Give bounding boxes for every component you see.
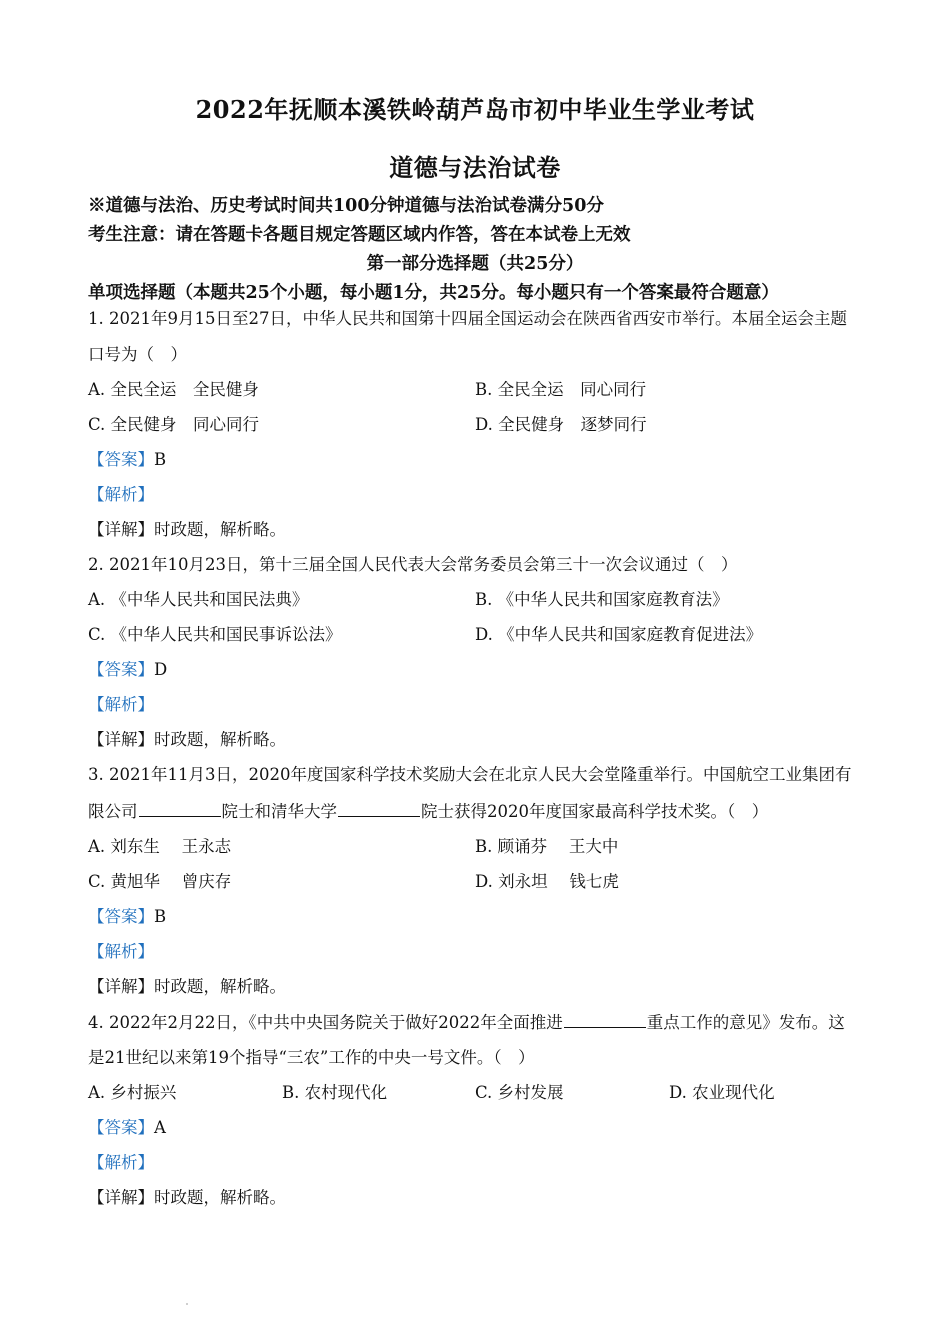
question-2-stem-line-1: 2. 2021年10月23日，第十三届全国人民代表大会常务委员会第三十一次会议通过（ ） bbox=[88, 555, 738, 574]
analysis-label: 【解析】 bbox=[88, 695, 154, 714]
section-title: 单项选择题（本题共25个小题，每小题1分，共25分。每小题只有一个答案最符合题意） bbox=[88, 283, 779, 303]
question-2-option-c: C. 《中华人民共和国民事诉讼法》 bbox=[88, 625, 342, 644]
detail-text: 时政题，解析略。 bbox=[154, 977, 286, 996]
fill-in-blank bbox=[564, 1011, 646, 1028]
answer-label: 【答案】 bbox=[88, 660, 154, 679]
question-1-option-a: A. 全民全运 全民健身 bbox=[88, 380, 259, 399]
question-4-analysis bbox=[88, 1152, 154, 1174]
question-3-detail bbox=[88, 976, 286, 998]
question-4-detail bbox=[88, 1187, 286, 1209]
detail-label: 【详解】 bbox=[88, 1188, 154, 1207]
analysis-label: 【解析】 bbox=[88, 485, 154, 504]
question-3-option-c: C. 黄旭华 曾庆存 bbox=[88, 872, 232, 891]
stem-text: 院士和清华大学 bbox=[221, 802, 337, 821]
question-2-answer bbox=[88, 659, 167, 681]
question-1-stem-line-2: 口号为（ ） bbox=[88, 345, 187, 364]
stem-text: 院士获得2020年度国家最高科学技术奖。（ ） bbox=[421, 802, 769, 821]
stem-text: 限公司 bbox=[88, 802, 138, 821]
question-4-answer bbox=[88, 1117, 166, 1139]
question-1-stem-line-1: 1. 2021年9月15日至27日，中华人民共和国第十四届全国运动会在陕西省西安市举行。本届全运会主题 bbox=[88, 309, 847, 328]
question-2-analysis bbox=[88, 694, 154, 716]
exam-subject-title: 道德与法治试卷 bbox=[389, 153, 561, 182]
analysis-label: 【解析】 bbox=[88, 1153, 154, 1172]
analysis-label: 【解析】 bbox=[88, 942, 154, 961]
question-4-option-b: B. 农村现代化 bbox=[282, 1083, 388, 1102]
detail-text: 时政题，解析略。 bbox=[154, 730, 286, 749]
fill-in-blank bbox=[139, 800, 221, 817]
exam-note-instructions: 考生注意：请在答题卡各题目规定答题区域内作答，答在本试卷上无效 bbox=[88, 225, 631, 245]
detail-text: 时政题，解析略。 bbox=[154, 520, 286, 539]
question-4-option-a: A. 乡村振兴 bbox=[88, 1083, 177, 1102]
answer-value: D bbox=[154, 660, 168, 679]
detail-label: 【详解】 bbox=[88, 977, 154, 996]
question-4-option-d: D. 农业现代化 bbox=[669, 1083, 775, 1102]
detail-text: 时政题，解析略。 bbox=[154, 1188, 286, 1207]
question-3-option-d: D. 刘永坦 钱七虎 bbox=[475, 872, 619, 891]
exam-title: 2022年抚顺本溪铁岭葫芦岛市初中毕业生学业考试 bbox=[195, 95, 755, 124]
answer-label: 【答案】 bbox=[88, 1118, 154, 1137]
stem-text: 4. 2022年2月22日，《中共中央国务院关于做好2022年全面推进 bbox=[88, 1013, 563, 1032]
scan-speck bbox=[186, 1303, 188, 1305]
answer-value: B bbox=[154, 907, 167, 926]
answer-value: A bbox=[154, 1118, 166, 1137]
question-4-stem-line-2: 是21世纪以来第19个指导“三农”工作的中央一号文件。（ ） bbox=[88, 1048, 535, 1067]
question-2-option-a: A. 《中华人民共和国民法典》 bbox=[88, 590, 309, 609]
question-1-detail bbox=[88, 519, 286, 541]
question-3-stem-line-2 bbox=[88, 800, 768, 823]
exam-note-time: ※道德与法治、历史考试时间共100分钟道德与法治试卷满分50分 bbox=[88, 196, 604, 216]
part-title: 第一部分选择题（共25分） bbox=[366, 254, 584, 274]
detail-label: 【详解】 bbox=[88, 520, 154, 539]
answer-label: 【答案】 bbox=[88, 450, 154, 469]
question-4-option-c: C. 乡村发展 bbox=[475, 1083, 564, 1102]
question-3-stem-line-1: 3. 2021年11月3日，2020年度国家科学技术奖励大会在北京人民大会堂隆重举行。中国航空工业集团有 bbox=[88, 765, 852, 784]
question-2-detail bbox=[88, 729, 286, 751]
question-1-answer bbox=[88, 449, 166, 471]
question-1-option-d: D. 全民健身 逐梦同行 bbox=[475, 415, 647, 434]
fill-in-blank bbox=[338, 800, 420, 817]
question-3-analysis bbox=[88, 941, 154, 963]
detail-label: 【详解】 bbox=[88, 730, 154, 749]
question-3-option-a: A. 刘东生 王永志 bbox=[88, 837, 232, 856]
stem-text: 重点工作的意见》发布。这 bbox=[646, 1013, 845, 1032]
question-2-option-d: D. 《中华人民共和国家庭教育促进法》 bbox=[475, 625, 763, 644]
question-3-answer bbox=[88, 906, 166, 928]
question-1-option-c: C. 全民健身 同心同行 bbox=[88, 415, 260, 434]
question-3-option-b: B. 顾诵芬 王大中 bbox=[475, 837, 619, 856]
question-1-option-b: B. 全民全运 同心同行 bbox=[475, 380, 647, 399]
answer-value: B bbox=[154, 450, 167, 469]
question-1-analysis bbox=[88, 484, 154, 506]
question-4-stem-line-1 bbox=[88, 1011, 845, 1034]
question-2-option-b: B. 《中华人民共和国家庭教育法》 bbox=[475, 590, 729, 609]
answer-label: 【答案】 bbox=[88, 907, 154, 926]
